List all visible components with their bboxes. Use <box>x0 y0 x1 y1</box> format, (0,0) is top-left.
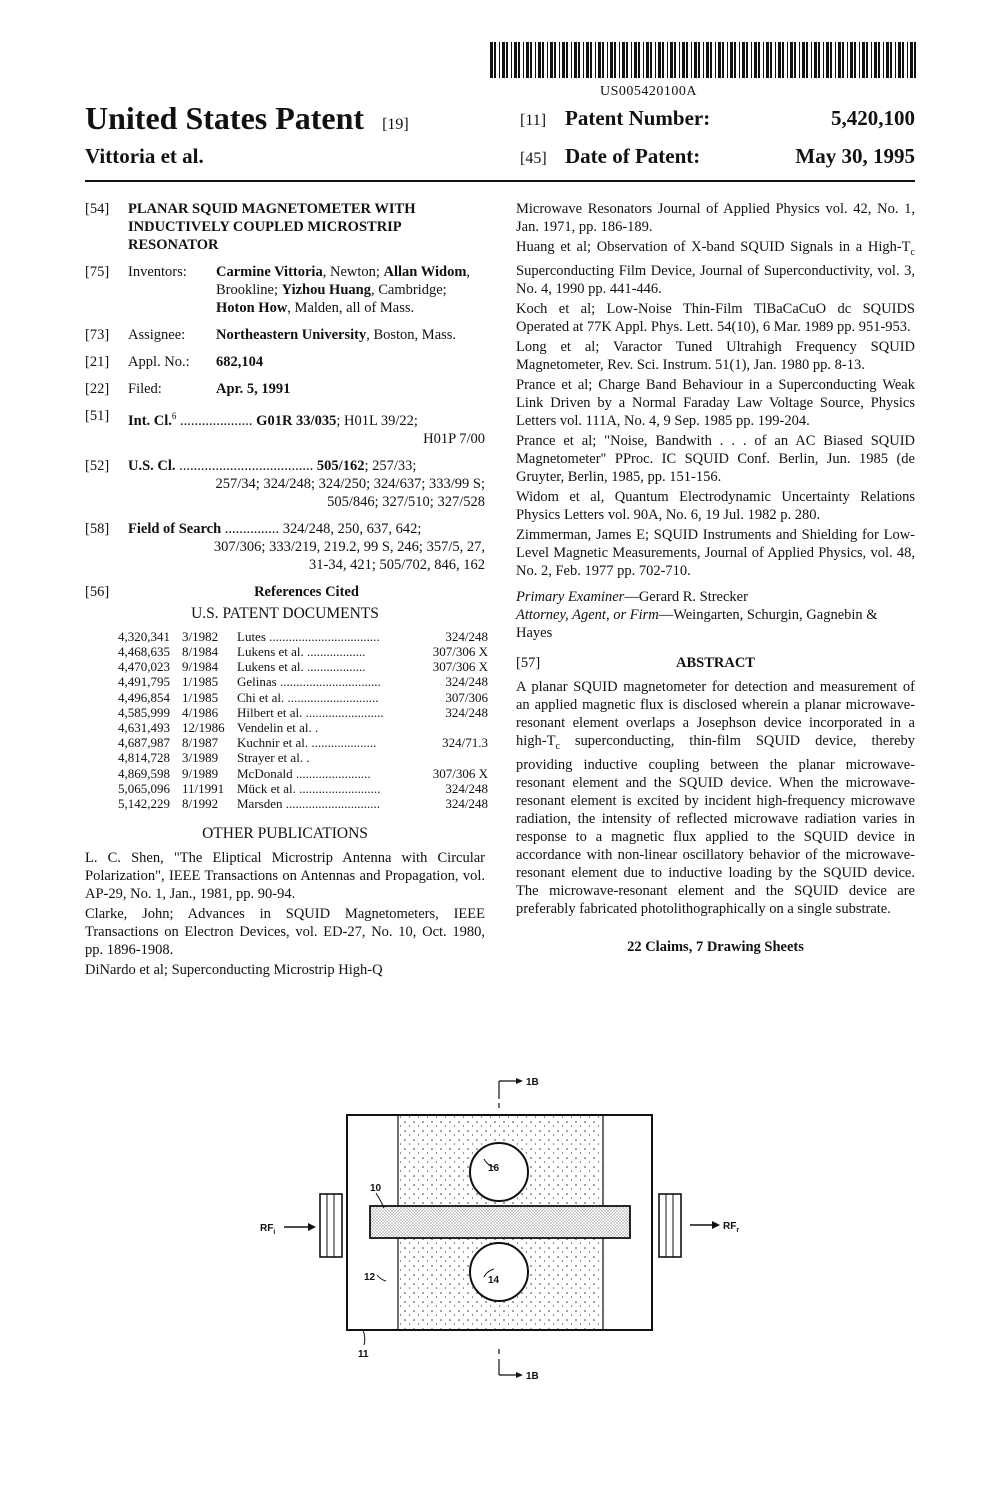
reference-row: 4,631,493 12/1986 Vendelin et al. . <box>118 720 319 736</box>
label-10: 10 <box>370 1183 382 1194</box>
reference-row: 4,470,023 9/1984 Lukens et al. .................. 307/306 X <box>118 659 488 675</box>
field-51: [51] Int. Cl.$^6$ .................... G01R 33/035; H01L 39/22; H01P 7/00 <box>85 408 485 447</box>
publication-entry: Prance et al; Charge Band Behaviour in a Superconducting Weak Link Driven by a Normal Faraday Law Voltage Source, Physics Letters vol. 111A, No. 4, 9 Sep. 1985 pp. 199-204. <box>516 376 915 429</box>
other-pubs-heading: OTHER PUBLICATIONS <box>202 825 368 843</box>
us-docs-heading: U.S. PATENT DOCUMENTS <box>191 604 379 622</box>
publication-entry: Microwave Resonators Journal of Applied Physics vol. 42, No. 1, Jan. 1971, pp. 186-189. <box>516 201 915 235</box>
field-52: [52] U.S. Cl. ..................................... 505/162; 257/33; 257/34; 324/248; 324/250; 324/637; 333/99 S; 505/846; 327/510; 327/528 <box>85 457 485 510</box>
appl-number: 682,104 <box>216 354 264 370</box>
label-16: 16 <box>488 1163 500 1174</box>
inventor-name: Allan Widom <box>383 264 467 280</box>
reference-row: 4,496,854 1/1985 Chi et al. ............................ 307/306 <box>118 689 488 705</box>
field-56: [56] References Cited <box>85 583 359 600</box>
label-12: 12 <box>364 1272 376 1283</box>
label-11: 11 <box>358 1349 369 1360</box>
field-22: [22] Filed: Apr. 5, 1991 <box>85 381 291 397</box>
publication-entry: Clarke, John; Advances in SQUID Magnetometers, IEEE Transactions on Electron Devices, vol. ED-27, No. 10, Oct. 1980, pp. 1896-1908. <box>85 906 485 959</box>
inventor-short: Vittoria et al. <box>85 144 204 168</box>
publication-entry: Koch et al; Low-Noise Thin-Film TlBaCaCuO dc SQUIDS Operated at 77K Appl. Phys. Lett. 54(10), 6 Mar. 1989 pp. 951-953. <box>516 300 915 335</box>
label-1b-top: 1B <box>526 1077 539 1088</box>
publication-entry: Huang et al; Observation of X-band SQUID Signals in a High-$T_c$ Superconducting Film Device, Journal of Superconductivity, vol. 3, No. 4, 1990 pp. 441-446. <box>516 239 915 297</box>
field-21: [21] Appl. No.: 682,104 <box>85 354 264 370</box>
field-73: [73] Assignee: Northeastern University, Boston, Mass. <box>85 327 457 343</box>
barcode <box>490 42 918 78</box>
abstract-text: A planar SQUID magnetometer for detection and measurement of an applied magnetic flux is disclosed wherein a planar microwave-resonant element overlaps a Josephson device incorporated in a high-$T_c$ superconducting, thin-film SQUID device, thereby providing inductive coupling between the planar microwave-resonant element and the SQUID device. When the microwave-resonant element is excited by incident high-frequency microwave radiation, the intensity of reflected microwave radiation varies in response to a magnetic flux applied to the SQUID device in accordance with non-linear oscillatory behavior of the microwave-resonant element due to inductive loading by the SQUID device. The microwave-resonant element and the SQUID device are preferably fabricated photolithographically on a single substrate. <box>516 678 915 917</box>
publication-entry: DiNardo et al; Superconducting Microstrip High-Q <box>85 962 383 979</box>
reference-row: 4,869,598 9/1989 McDonald ....................... 307/306 X <box>118 765 488 781</box>
publication-entry: L. C. Shen, "The Eliptical Microstrip Antenna with Circular Polarization", IEEE Transactions on Antennas and Propagation, vol. AP-29, No. 1, Jan., 1981, pp. 90-94. <box>85 850 485 903</box>
label-14: 14 <box>488 1275 500 1286</box>
examiner: Primary Examiner—Gerard R. Strecker <box>516 588 748 605</box>
label-1b-bottom: 1B <box>526 1371 539 1382</box>
right-column <box>516 200 915 956</box>
reference-row: 4,814,728 3/1989 Strayer et al. . <box>118 750 310 766</box>
inventors-list: Carmine Vittoria, Newton; Allan Widom, Brookline; Yizhou Huang, Cambridge; Hoton How, Malden, all of Mass. <box>216 264 471 316</box>
reference-row: 4,491,795 1/1985 Gelinas ............................... 324/248 <box>118 674 488 690</box>
reference-row: 4,687,987 8/1987 Kuchnir et al. .................... 324/71.3 <box>118 735 488 751</box>
us-docs-table <box>118 629 488 811</box>
publication-entry: Prance et al; "Noise, Bandwith . . . of an AC Biased SQUID Magnetometer" PProc. IC SQUID Conf. Berlin, Jun. 1985 (de Gruyter, Berlin, 1985, pp. 151-156. <box>516 432 915 485</box>
reference-row: 4,468,635 8/1984 Lukens et al. .................. 307/306 X <box>118 644 488 660</box>
patent-date: May 30, 1995 <box>795 144 915 168</box>
patent-number-row: [11] Patent Number: 5,420,100 <box>520 106 915 130</box>
inventor-name: Hoton How <box>216 300 288 316</box>
assignee: Northeastern University <box>216 327 367 343</box>
label-rf-out: $RF_r$ <box>723 1221 740 1234</box>
inventor-name: Yizhou Huang <box>281 282 371 298</box>
other-pubs-left <box>85 849 485 979</box>
patent-number: 5,420,100 <box>831 106 915 130</box>
field-75: [75] Inventors: Carmine Vittoria, Newton; Allan Widom, Brookline; Yizhou Huang, Cambridge; Hoton How, Malden, all of Mass. <box>85 263 485 317</box>
abstract-header: [57] ABSTRACT <box>516 654 755 671</box>
date-row: [45] Date of Patent: May 30, 1995 <box>520 144 915 168</box>
invention-title: PLANAR SQUID MAGNETOMETER WITH INDUCTIVELY COUPLED MICROSTRIP RESONATOR <box>128 201 416 253</box>
filed-date: Apr. 5, 1991 <box>216 381 291 397</box>
publication-entry: Long et al; Varactor Tuned Ultrahigh Frequency SQUID Magnetometer, Rev. Sci. Instrum. 51(1), Jan. 1980 pp. 8-13. <box>516 338 915 373</box>
label-rf-in: $RF_i$ <box>260 1223 276 1236</box>
field-58: [58] Field of Search ............... 324/248, 250, 637, 642; 307/306; 333/219, 219.2, 99 S, 246; 357/5, 27, 31-34, 421; 505/702, 846, 162 <box>85 520 485 573</box>
squid-loop-14 <box>470 1243 528 1301</box>
patent-title: United States Patent [19] <box>85 100 409 136</box>
publication-entry: Widom et al, Quantum Electrodynamic Uncertainty Relations Physics Letters vol. 90A, No. 6, 19 Jul. 1982 p. 280. <box>516 488 915 523</box>
header-rule <box>85 180 915 182</box>
reference-row: 4,320,341 3/1982 Lutes .................................. 324/248 <box>118 628 488 644</box>
attorney: Attorney, Agent, or Firm—Weingarten, Schurgin, Gagnebin & Hayes <box>516 606 878 641</box>
other-pubs-right <box>516 200 915 580</box>
microstrip-resonator <box>370 1206 630 1238</box>
input-port <box>320 1194 342 1257</box>
claims-line: 22 Claims, 7 Drawing Sheets <box>627 938 804 955</box>
inventor-name: Carmine Vittoria <box>216 264 323 280</box>
reference-row: 5,065,096 11/1991 Mück et al. ......................... 324/248 <box>118 780 488 796</box>
publication-code: US005420100A <box>600 84 698 99</box>
reference-row: 5,142,229 8/1992 Marsden ............................. 324/248 <box>118 796 488 812</box>
field-54: [54] PLANAR SQUID MAGNETOMETER WITH INDUCTIVELY COUPLED MICROSTRIP RESONATOR <box>85 200 485 254</box>
figure-drawing <box>250 1075 760 1385</box>
reference-row: 4,585,999 4/1986 Hilbert et al. ........................ 324/248 <box>118 704 488 720</box>
publication-entry: Zimmerman, James E; SQUID Instruments and Shielding for Low-Level Magnetic Measurements, Journal of Applied Physics, vol. 48, No. 2, Feb. 1977 pp. 702-710. <box>516 526 915 579</box>
output-port <box>659 1194 681 1257</box>
left-column <box>85 200 488 981</box>
